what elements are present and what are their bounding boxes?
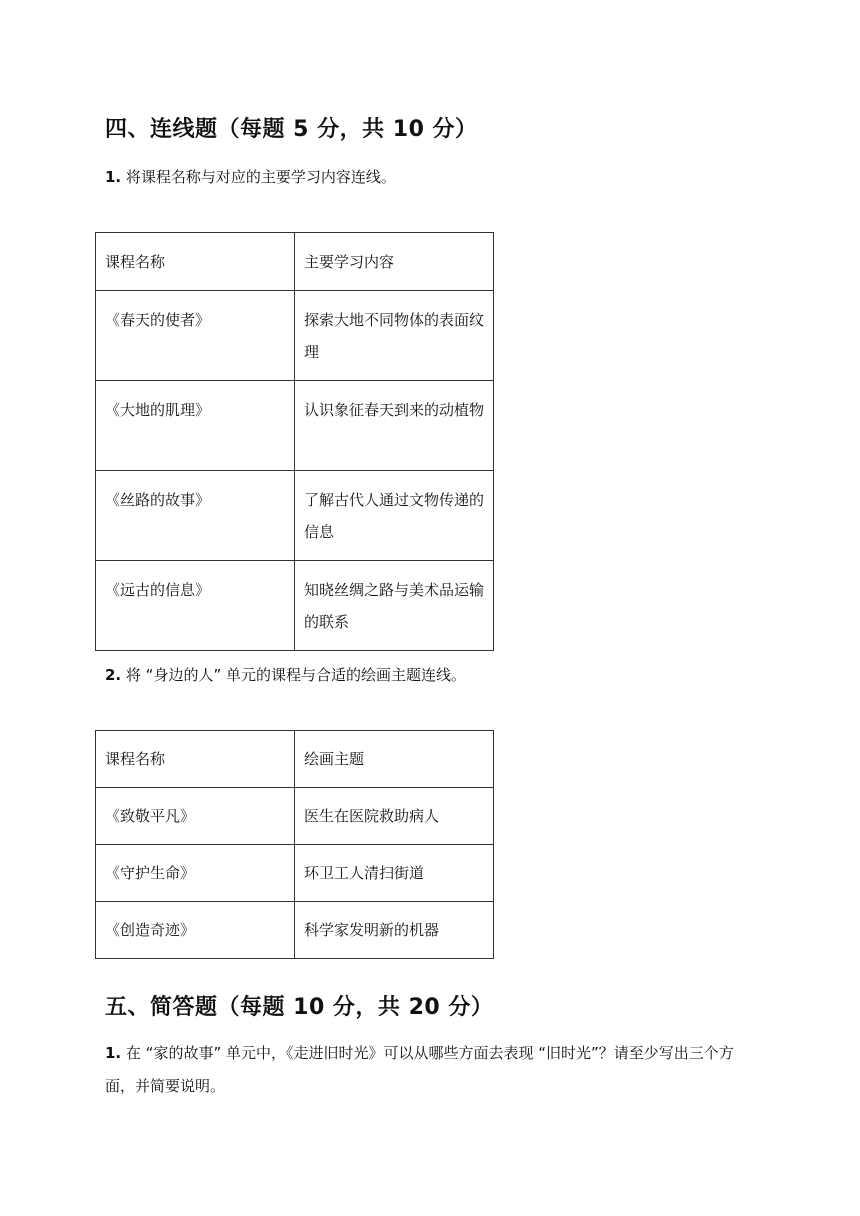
table-header-cell: 课程名称 (96, 731, 295, 788)
question-text: 将 “身边的人” 单元的课程与合适的绘画主题连线。 (121, 666, 466, 684)
question-number: 1. (105, 168, 122, 186)
table-header-cell: 主要学习内容 (295, 233, 494, 291)
table-row (96, 561, 494, 651)
section-5-title: 五、简答题（每题 10 分，共 20 分） (105, 995, 494, 1020)
table-cell: 了解古代人通过文物传递的信息 (295, 471, 494, 561)
table-cell: 《创造奇迹》 (96, 902, 295, 959)
question-text: 将课程名称与对应的主要学习内容连线。 (121, 168, 396, 186)
table-row (96, 902, 494, 959)
table-header-cell: 课程名称 (96, 233, 295, 291)
table-cell: 知晓丝绸之路与美术品运输的联系 (295, 561, 494, 651)
table-cell: 《守护生命》 (96, 845, 295, 902)
table-row (96, 788, 494, 845)
table-header-row (96, 731, 494, 788)
table-cell: 医生在医院救助病人 (295, 788, 494, 845)
question-number: 1. (105, 1044, 122, 1062)
table-cell: 认识象征春天到来的动植物 (295, 381, 494, 471)
table-cell: 《春天的使者》 (96, 291, 295, 381)
table-cell: 《致敬平凡》 (96, 788, 295, 845)
question-4-1 (105, 166, 396, 187)
table-cell: 《远古的信息》 (96, 561, 295, 651)
question-4-2 (105, 664, 466, 685)
table-cell: 《大地的肌理》 (96, 381, 295, 471)
table-header-row (96, 233, 494, 291)
table-row (96, 381, 494, 471)
question-text: 在 “家的故事” 单元中，《走进旧时光》可以从哪些方面去表现 “旧时光”？请至少写出三个方面，并简要说明。 (105, 1044, 734, 1095)
question-5-1 (105, 1037, 755, 1103)
table-header-cell: 绘画主题 (295, 731, 494, 788)
question-number: 2. (105, 666, 122, 684)
course-content-table (95, 232, 494, 651)
table-row (96, 471, 494, 561)
table-cell: 探索大地不同物体的表面纹理 (295, 291, 494, 381)
table-cell: 环卫工人清扫街道 (295, 845, 494, 902)
table-cell: 《丝路的故事》 (96, 471, 295, 561)
course-theme-table (95, 730, 494, 959)
table-cell: 科学家发明新的机器 (295, 902, 494, 959)
table-row (96, 845, 494, 902)
table-row (96, 291, 494, 381)
section-4-title: 四、连线题（每题 5 分，共 10 分） (105, 117, 478, 142)
